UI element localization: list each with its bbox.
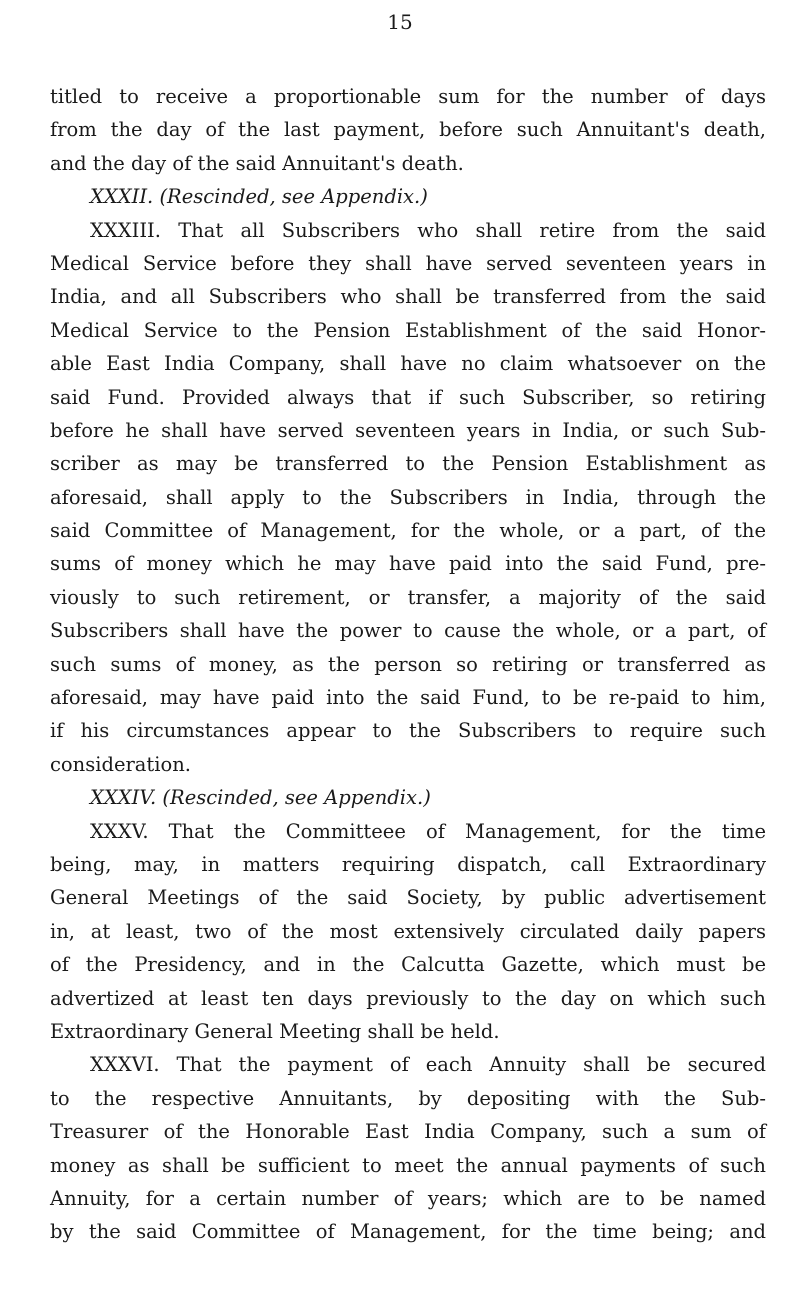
- text-line: India, and all Subscribers who shall be transferred from the said: [50, 285, 766, 309]
- text-line: General Meetings of the said Society, by public advertisement: [50, 886, 766, 910]
- page-number: 15: [387, 10, 413, 34]
- text-line: by the said Committee of Management, for the time being; and: [50, 1220, 766, 1244]
- text-line: sums of money which he may have paid into the said Fund, pre-: [50, 552, 766, 576]
- text-line: advertized at least ten days previously to the day on which such: [50, 986, 766, 1010]
- text-line: such sums of money, as the person so retiring or transferred as: [50, 652, 766, 676]
- text-line: said Committee of Management, for the whole, or a part, of the: [50, 519, 766, 543]
- text-line: said Fund. Provided always that if such Subscriber, so retiring: [50, 385, 766, 409]
- text-line: Medical Service to the Pension Establishment of the said Honor-: [50, 318, 766, 342]
- section-heading-xxxiv: XXXIV. (Rescinded, see Appendix.): [90, 786, 431, 810]
- text-line: Subscribers shall have the power to cause the whole, or a part, of: [50, 619, 766, 643]
- text-line: consideration.: [50, 752, 192, 776]
- text-line: scriber as may be transferred to the Pension Establishment as: [50, 452, 766, 476]
- text-line: Extraordinary General Meeting shall be held.: [50, 1019, 500, 1043]
- text-line: money as shall be sufficient to meet the annual payments of such: [50, 1153, 766, 1177]
- text-line: aforesaid, shall apply to the Subscribers in India, through the: [50, 485, 766, 509]
- text-line: Annuity, for a certain number of years; which are to be named: [50, 1186, 766, 1210]
- section-xxxv-start: XXXV. That the Committeee of Management, for the time: [90, 819, 766, 843]
- page-body-text: [50, 80, 766, 1249]
- text-line: able East India Company, shall have no claim whatsoever on the: [50, 352, 766, 376]
- section-xxxiii-start: XXXIII. That all Subscribers who shall retire from the said: [90, 218, 766, 242]
- section-heading-xxxii: XXXII. (Rescinded, see Appendix.): [90, 185, 428, 209]
- text-line: to the respective Annuitants, by depositing with the Sub-: [50, 1086, 766, 1110]
- text-line: aforesaid, may have paid into the said Fund, to be re-paid to him,: [50, 686, 766, 710]
- text-line: titled to receive a proportionable sum for the number of days: [50, 85, 766, 108]
- text-line: in, at least, two of the most extensively circulated daily papers: [50, 919, 766, 943]
- section-xxxvi-start: XXXVI. That the payment of each Annuity shall be secured: [90, 1053, 766, 1077]
- text-line: before he shall have served seventeen years in India, or such Sub-: [50, 418, 766, 442]
- text-line: Treasurer of the Honorable East India Company, such a sum of: [50, 1120, 766, 1144]
- text-line: Medical Service before they shall have served seventeen years in: [50, 251, 766, 275]
- text-line: and the day of the said Annuitant's death.: [50, 151, 464, 175]
- text-line: from the day of the last payment, before such Annuitant's death,: [50, 118, 766, 142]
- text-line: of the Presidency, and in the Calcutta Gazette, which must be: [50, 953, 766, 977]
- text-line: if his circumstances appear to the Subscribers to require such: [50, 719, 766, 743]
- text-line: being, may, in matters requiring dispatch, call Extraordinary: [50, 852, 766, 876]
- text-line: viously to such retirement, or transfer, a majority of the said: [50, 585, 766, 609]
